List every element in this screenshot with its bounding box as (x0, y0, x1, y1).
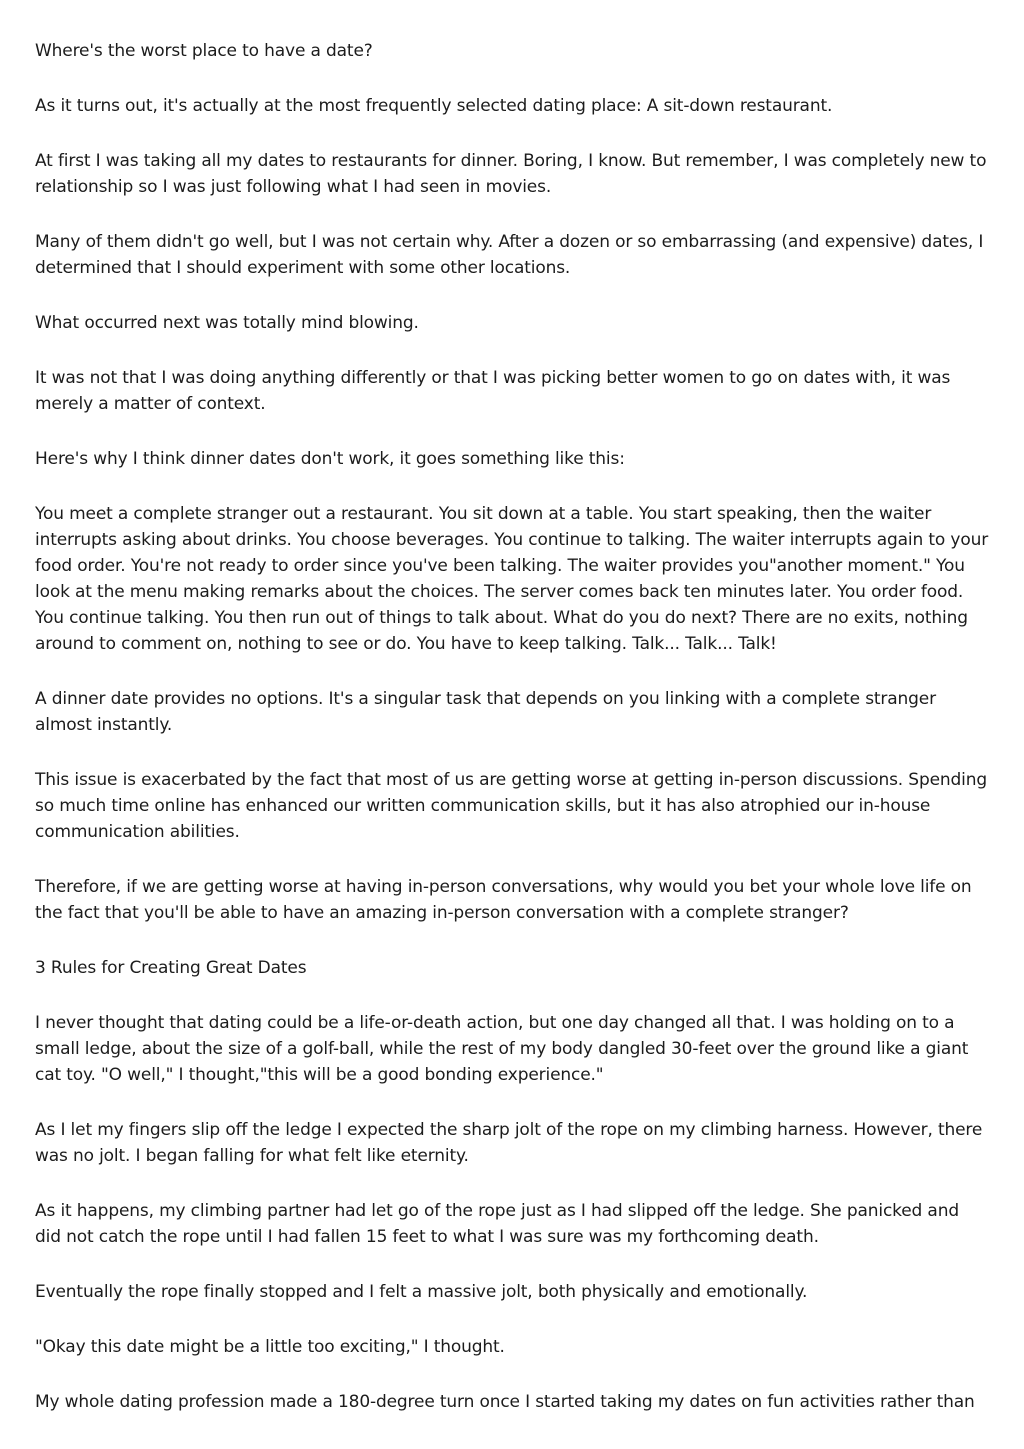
paragraph: At first I was taking all my dates to restaurants for dinner. Boring, I know. But remember, I was completely new to relationship so I was just following what I had seen in movies. (35, 151, 987, 197)
paragraph: What occurred next was totally mind blowing. (35, 313, 419, 333)
paragraph: As I let my fingers slip off the ledge I expected the sharp jolt of the rope on my climbing harness. However, there was no jolt. I began falling for what felt like eternity. (35, 1120, 983, 1166)
paragraph: Eventually the rope finally stopped and I felt a massive jolt, both physically and emotionally. (35, 1282, 808, 1302)
paragraph: This issue is exacerbated by the fact that most of us are getting worse at getting in-person discussions. Spending so much time online has enhanced our written communication skills, but it has also atrophied our in-house communication abilities. (35, 770, 987, 842)
paragraph: Therefore, if we are getting worse at having in-person conversations, why would you bet your whole love life on the fact that you'll be able to have an amazing in-person conversation with a complete stranger? (35, 877, 972, 923)
paragraph: You meet a complete stranger out a restaurant. You sit down at a table. You start speaking, then the waiter interrupts asking about drinks. You choose beverages. You continue to talking. The waiter interrupts again to your food order. You're not ready to order since you've been talking. The waiter provides you"another moment." You look at the menu making remarks about the choices. The server comes back ten minutes later. You order food. You continue talking. You then run out of things to talk about. What do you do next? There are no exits, nothing around to comment on, nothing to see or do. You have to keep talking. Talk... Talk... Talk! (35, 504, 989, 654)
paragraph: As it happens, my climbing partner had let go of the rope just as I had slipped off the ledge. She panicked and did not catch the rope until I had fallen 15 feet to what I was sure was my forthcoming death. (35, 1201, 959, 1247)
section-heading: 3 Rules for Creating Great Dates (35, 958, 307, 978)
paragraph: As it turns out, it's actually at the most frequently selected dating place: A sit-down restaurant. (35, 96, 833, 116)
paragraph: My whole dating profession made a 180-degree turn once I started taking my dates on fun activities rather than (35, 1392, 975, 1412)
paragraph: I never thought that dating could be a life-or-death action, but one day changed all that. I was holding on to a small ledge, about the size of a golf-ball, while the rest of my body dangled 30-feet over the ground like a giant cat toy. "O well," I thought,"this will be a good bonding experience." (35, 1013, 969, 1085)
document-body (35, 38, 990, 1444)
paragraph: Here's why I think dinner dates don't work, it goes something like this: (35, 449, 625, 469)
paragraph: "Okay this date might be a little too exciting," I thought. (35, 1337, 505, 1357)
paragraph: It was not that I was doing anything differently or that I was picking better women to go on dates with, it was merely a matter of context. (35, 368, 951, 414)
paragraph: A dinner date provides no options. It's a singular task that depends on you linking with a complete stranger almost instantly. (35, 689, 936, 735)
paragraph: Where's the worst place to have a date? (35, 41, 373, 61)
paragraph: Many of them didn't go well, but I was not certain why. After a dozen or so embarrassing (and expensive) dates, I determined that I should experiment with some other locations. (35, 232, 984, 278)
